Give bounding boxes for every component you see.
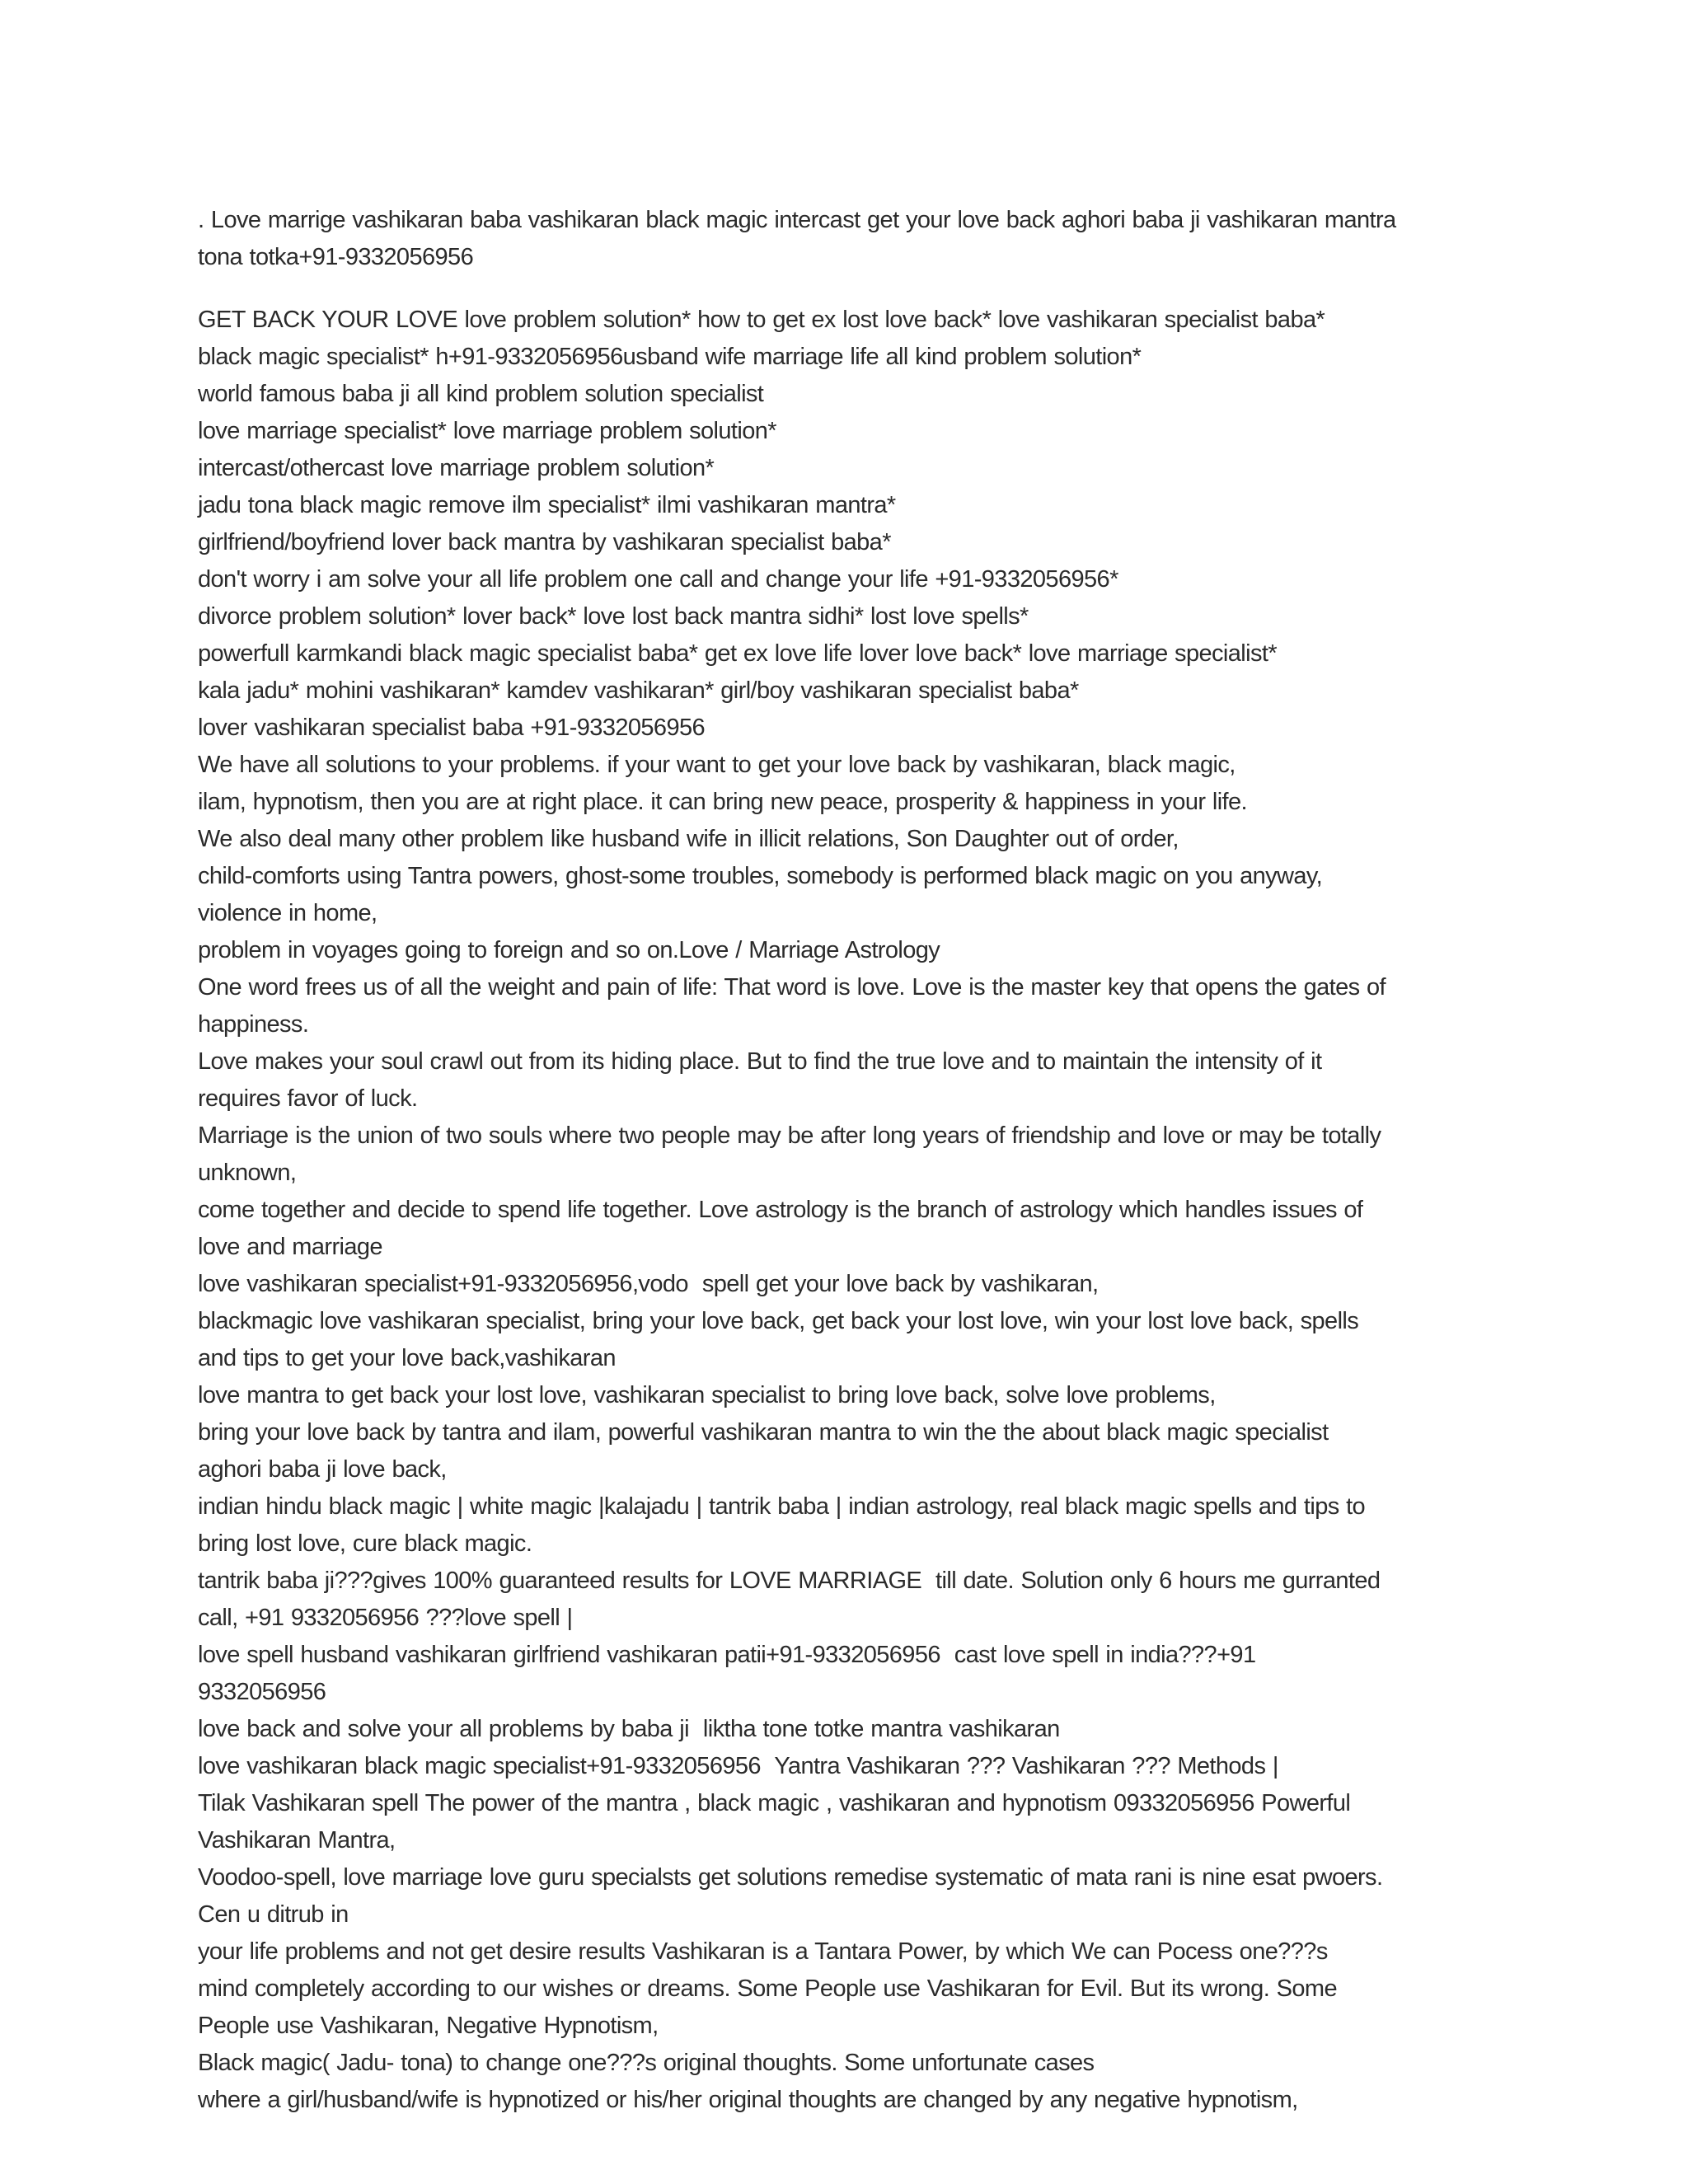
text-line: intercast/othercast love marriage problem solution* [198,455,715,481]
text-line: bring lost love, cure black magic. [198,1530,532,1557]
text-line: indian hindu black magic | white magic |kalajadu | tantrik baba | indian astrology, real black magic spells and tips to [198,1493,1366,1520]
text-line: 9332056956 [198,1679,326,1705]
text-line: blackmagic love vashikaran specialist, bring your love back, get back your lost love, win your lost love back, spells [198,1308,1359,1334]
text-line: love spell husband vashikaran girlfriend vashikaran patii+91-9332056956 cast love spell in india???+91 [198,1642,1256,1668]
text-line: violence in home, [198,900,377,926]
text-line: come together and decide to spend life together. Love astrology is the branch of astrology which handles issues of [198,1197,1363,1223]
text-line: unknown, [198,1160,297,1186]
text-line: Marriage is the union of two souls where two people may be after long years of friendship and love or may be totally [198,1122,1381,1149]
text-line: . Love marrige vashikaran baba vashikaran black magic intercast get your love back aghori baba ji vashikaran mantra [198,207,1396,233]
text-line: powerfull karmkandi black magic specialist baba* get ex love life lover love back* love marriage specialist* [198,640,1278,667]
text-line: don't worry i am solve your all life problem one call and change your life +91-9332056956* [198,566,1118,593]
text-line: Black magic( Jadu- tona) to change one???s original thoughts. Some unfortunate cases [198,2050,1095,2076]
text-line: GET BACK YOUR LOVE love problem solution* how to get ex lost love back* love vashikaran specialist baba* [198,307,1325,333]
text-line: where a girl/husband/wife is hypnotized or his/her original thoughts are changed by any negative hypnotism, [198,2087,1298,2113]
text-line: mind completely according to our wishes or dreams. Some People use Vashikaran for Evil. But its wrong. Some [198,1975,1337,2002]
text-line: love and marriage [198,1234,382,1260]
text-line: your life problems and not get desire results Vashikaran is a Tantara Power, by which We can Pocess one???s [198,1938,1328,1965]
text-line: ilam, hypnotism, then you are at right place. it can bring new peace, prosperity & happiness in your life. [198,789,1247,815]
text-line: tantrik baba ji???gives 100% guaranteed results for LOVE MARRIAGE till date. Solution only 6 hours me gurranted [198,1568,1381,1594]
text-line: Tilak Vashikaran spell The power of the mantra , black magic , vashikaran and hypnotism 09332056956 Powerful [198,1790,1351,1816]
intro-paragraph [198,202,1500,276]
text-line: We also deal many other problem like husband wife in illicit relations, Son Daughter out of order, [198,826,1179,852]
text-line: love back and solve your all problems by baba ji liktha tone totke mantra vashikaran [198,1716,1060,1742]
text-line: world famous baba ji all kind problem solution specialist [198,381,764,407]
text-line: tona totka+91-9332056956 [198,244,474,270]
text-line: Vashikaran Mantra, [198,1827,396,1854]
text-line: love marriage specialist* love marriage problem solution* [198,418,776,444]
text-line: and tips to get your love back,vashikaran [198,1345,616,1371]
text-line: call, +91 9332056956 ???love spell | [198,1605,573,1631]
text-line: Voodoo-spell, love marriage love guru specialsts get solutions remedise systematic of mata rani is nine esat pwoers. [198,1864,1383,1891]
text-line: girlfriend/boyfriend lover back mantra by vashikaran specialist baba* [198,529,891,555]
text-line: love vashikaran specialist+91-9332056956,vodo spell get your love back by vashikaran, [198,1271,1099,1297]
text-line: People use Vashikaran, Negative Hypnotism, [198,2013,659,2039]
text-line: problem in voyages going to foreign and so on.Love / Marriage Astrology [198,937,940,963]
text-line: Love makes your soul crawl out from its hiding place. But to find the true love and to maintain the intensity of it [198,1048,1322,1075]
body-text [198,302,1500,2119]
text-line: jadu tona black magic remove ilm specialist* ilmi vashikaran mantra* [198,492,896,518]
text-line: bring your love back by tantra and ilam, powerful vashikaran mantra to win the the about black magic specialist [198,1419,1329,1446]
text-line: We have all solutions to your problems. if your want to get your love back by vashikaran, black magic, [198,752,1236,778]
text-line: child-comforts using Tantra powers, ghost-some troubles, somebody is performed black magic on you anyway, [198,863,1323,889]
text-line: love mantra to get back your lost love, vashikaran specialist to bring love back, solve love problems, [198,1382,1216,1408]
text-line: happiness. [198,1011,309,1038]
text-line: divorce problem solution* lover back* love lost back mantra sidhi* lost love spells* [198,603,1029,630]
text-line: requires favor of luck. [198,1085,418,1112]
text-line: aghori baba ji love back, [198,1456,447,1483]
text-line: love vashikaran black magic specialist+91-9332056956 Yantra Vashikaran ??? Vashikaran ??? Methods | [198,1753,1278,1779]
text-line: Cen u ditrub in [198,1901,349,1928]
text-line: One word frees us of all the weight and pain of life: That word is love. Love is the master key that opens the gates of [198,974,1386,1001]
text-line: black magic specialist* h+91-9332056956usband wife marriage life all kind problem solution* [198,344,1142,370]
text-line: kala jadu* mohini vashikaran* kamdev vashikaran* girl/boy vashikaran specialist baba* [198,677,1079,704]
text-line: lover vashikaran specialist baba +91-9332056956 [198,715,706,741]
